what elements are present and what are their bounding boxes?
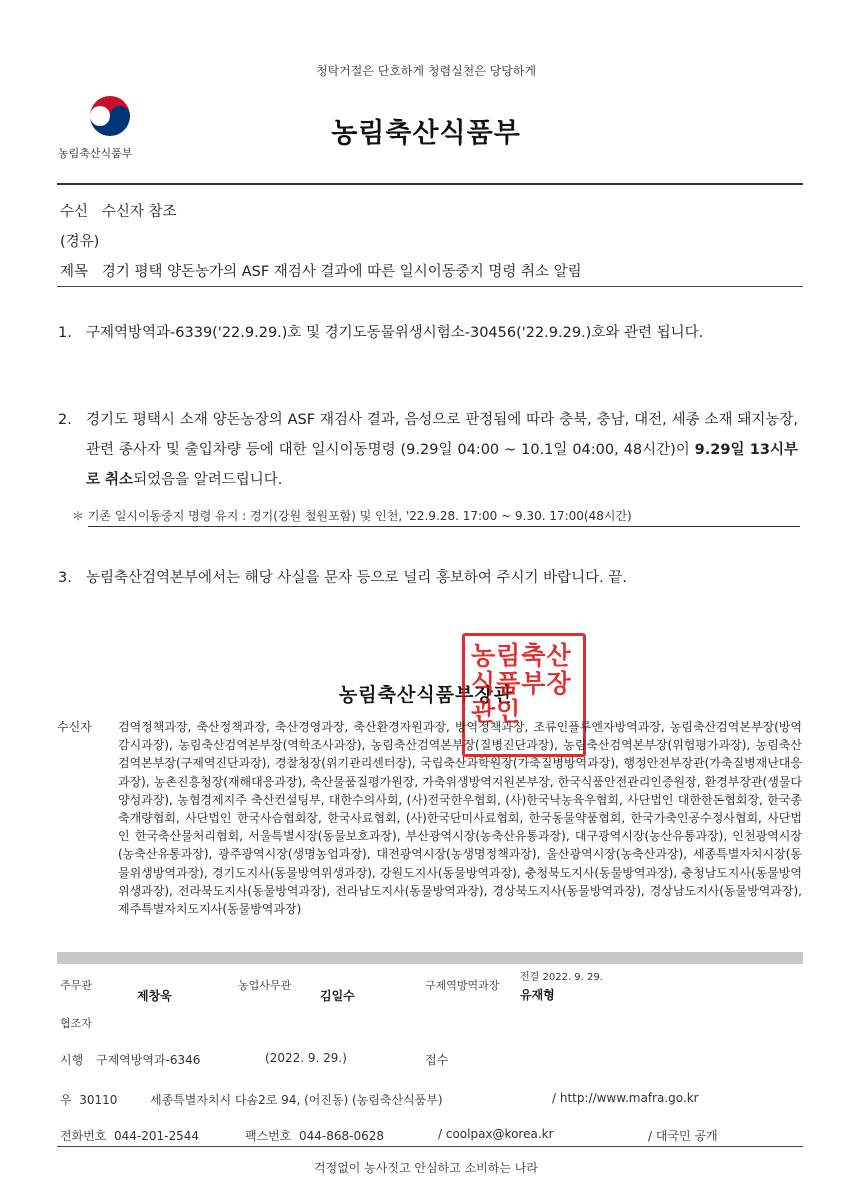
paragraph-text: 구제역방역과-6339('22.9.29.)호 및 경기도동물위생시험소-30456('22.9.29.)호와 관련 됩니다. <box>86 325 704 341</box>
cooperator-label: 협조자 <box>60 1017 92 1030</box>
recipients-label: 수신자 <box>57 720 92 734</box>
paragraph-number: 1. <box>58 325 72 341</box>
paragraph-2 <box>58 405 798 495</box>
paragraph-number: 2. <box>58 412 72 428</box>
cancel-time-highlight: 9.29일 13시부로 취소 <box>86 442 798 488</box>
signer-name: 제창욱 <box>137 989 172 1003</box>
email-link[interactable]: / coolpax@korea.kr <box>438 1127 554 1141</box>
website-link[interactable]: / http://www.mafra.go.kr <box>552 1091 699 1105</box>
signature-divider-bar <box>57 952 803 964</box>
signer-role: 농업사무관 <box>238 979 292 992</box>
address: 세종특별자치시 다솜2로 94, (어진동) (농림축산식품부) <box>150 1093 443 1107</box>
phone-number: 전화번호 044-201-2544 <box>60 1129 200 1143</box>
enforce-date: (2022. 9. 29.) <box>265 1051 347 1065</box>
recipient-line: 수신 수신자 참조 <box>60 204 177 220</box>
receipt-label: 접수 <box>425 1053 449 1067</box>
via-line: (경유) <box>60 234 100 250</box>
enforce-label: 시행 <box>60 1053 84 1067</box>
fax-number: 팩스번호 044-868-0628 <box>245 1129 385 1143</box>
postal-code: 우 30110 <box>60 1093 118 1107</box>
header-divider <box>57 183 803 185</box>
footer-divider <box>57 1146 803 1147</box>
signer-role: 구제역방역과장 <box>425 979 500 992</box>
note-line: ＊ 기존 일시이동중지 명령 유지 : 경기(강원 철원포함) 및 인천, '22.9.28. 17:00 ~ 9.30. 17:00(48시간) <box>72 509 632 523</box>
paragraph-text <box>86 405 798 495</box>
approval-date: 전결 2022. 9. 29. <box>520 972 603 983</box>
recipients-list: 검역정책과장, 축산정책과장, 축산경영과장, 축산환경자원과장, 방역정책과장, 조류인플루엔자방역과장, 농림축산검역본부장(방역감시과장), 농림축산검역본부장(역학조사과장), 농림축산검역본부장(질병진단과장), 농림축산검역본부장(위험평가과장), 농림축산검역본부장(구제역진단과장), 경찰청장(위기관리센터장), 국립축산과학원장(가축질병방역과장), 행정안전부장관(가축질병재난대응과장), 농촌진흥청장(재해대응과장), 축산물품질평가원장, 가축위생방역지원본부장, 한국식품안전관리인증원장, 환경부장관(생물다양성과장), 농협경제지주 축산컨설팅부, 대한수의사회, (사)전국한우협회, (사)한국낙농육우협회, 사단법인 대한한돈협회장, 한국종축개량협회, 사단법인 한국사슴협회장, 한국사료협회, (사)한국단미사료협회, 한국동물약품협회, 한국가축인공수정사협회, 사단법인 한국축산물처리협회, 서울특별시장(동물보호과장), 부산광역시장(농축산유통과장), 대구광역시장(농산유통과장), 인천광역시장(농축산유통과장), 광주광역시장(생명농업과장), 대전광역시장(농생명정책과장), 울산광역시장(농축산과장), 세종특별자치시장(동물위생방역과장), 경기도지사(동물방역위생과장), 강원도지사(동물방역과장), 충청북도지사(동물방역과장), 충청남도지사(동물방역위생과장), 전라북도지사(동물방역과장), 전라남도지사(동물방역과장), 경상북도지사(동물방역과장), 경상남도지사(동물방역과장), 제주특별자치도지사(동물방역과장) <box>118 720 803 917</box>
paragraph-text: 농림축산검역본부에서는 해당 사실을 문자 등으로 널리 홍보하여 주시기 바랍니다. 끝. <box>86 570 627 586</box>
subject-divider <box>57 286 803 287</box>
signer-name: 김일수 <box>320 989 355 1003</box>
enforce-number: 구제역방역과-6346 <box>96 1053 201 1067</box>
ministry-title: 농림축산식품부 <box>331 118 521 149</box>
note-underline <box>88 526 800 527</box>
top-slogan: 청탁거절은 단호하게 청렴실천은 당당하게 <box>315 64 537 78</box>
signer-name: 유재형 <box>520 988 555 1002</box>
paragraph-3 <box>58 563 798 593</box>
paragraph-text-a: 경기도 평택시 소재 양돈농장의 ASF 재검사 결과, 음성으로 판정됨에 따라 충북, 충남, 대전, 세종 소재 돼지농장, 관련 종사자 및 출입차량 등에 대한 일시이동명령 (9.29일 04:00 ~ 10.1일 04:00, 48시간)이 <box>86 412 798 458</box>
disclosure-status: / 대국민 공개 <box>648 1129 718 1143</box>
bottom-slogan: 걱정없이 농사짓고 안심하고 소비하는 나라 <box>314 1161 538 1175</box>
paragraph-1 <box>58 318 798 348</box>
subject-line: 제목 경기 평택 양돈농가의 ASF 재검사 결과에 따른 일시이동중지 명령 취소 알림 <box>60 264 582 280</box>
signer-role: 주무관 <box>60 979 92 992</box>
paragraph-text-b: 되었음을 알려드립니다. <box>133 472 283 488</box>
seal-text: 농림축산식품부장관인 <box>471 641 572 726</box>
minister-title: 농림축산식품부장관 <box>338 684 514 706</box>
paragraph-number: 3. <box>58 570 72 586</box>
logo-text: 농림축산식품부 <box>58 147 133 160</box>
